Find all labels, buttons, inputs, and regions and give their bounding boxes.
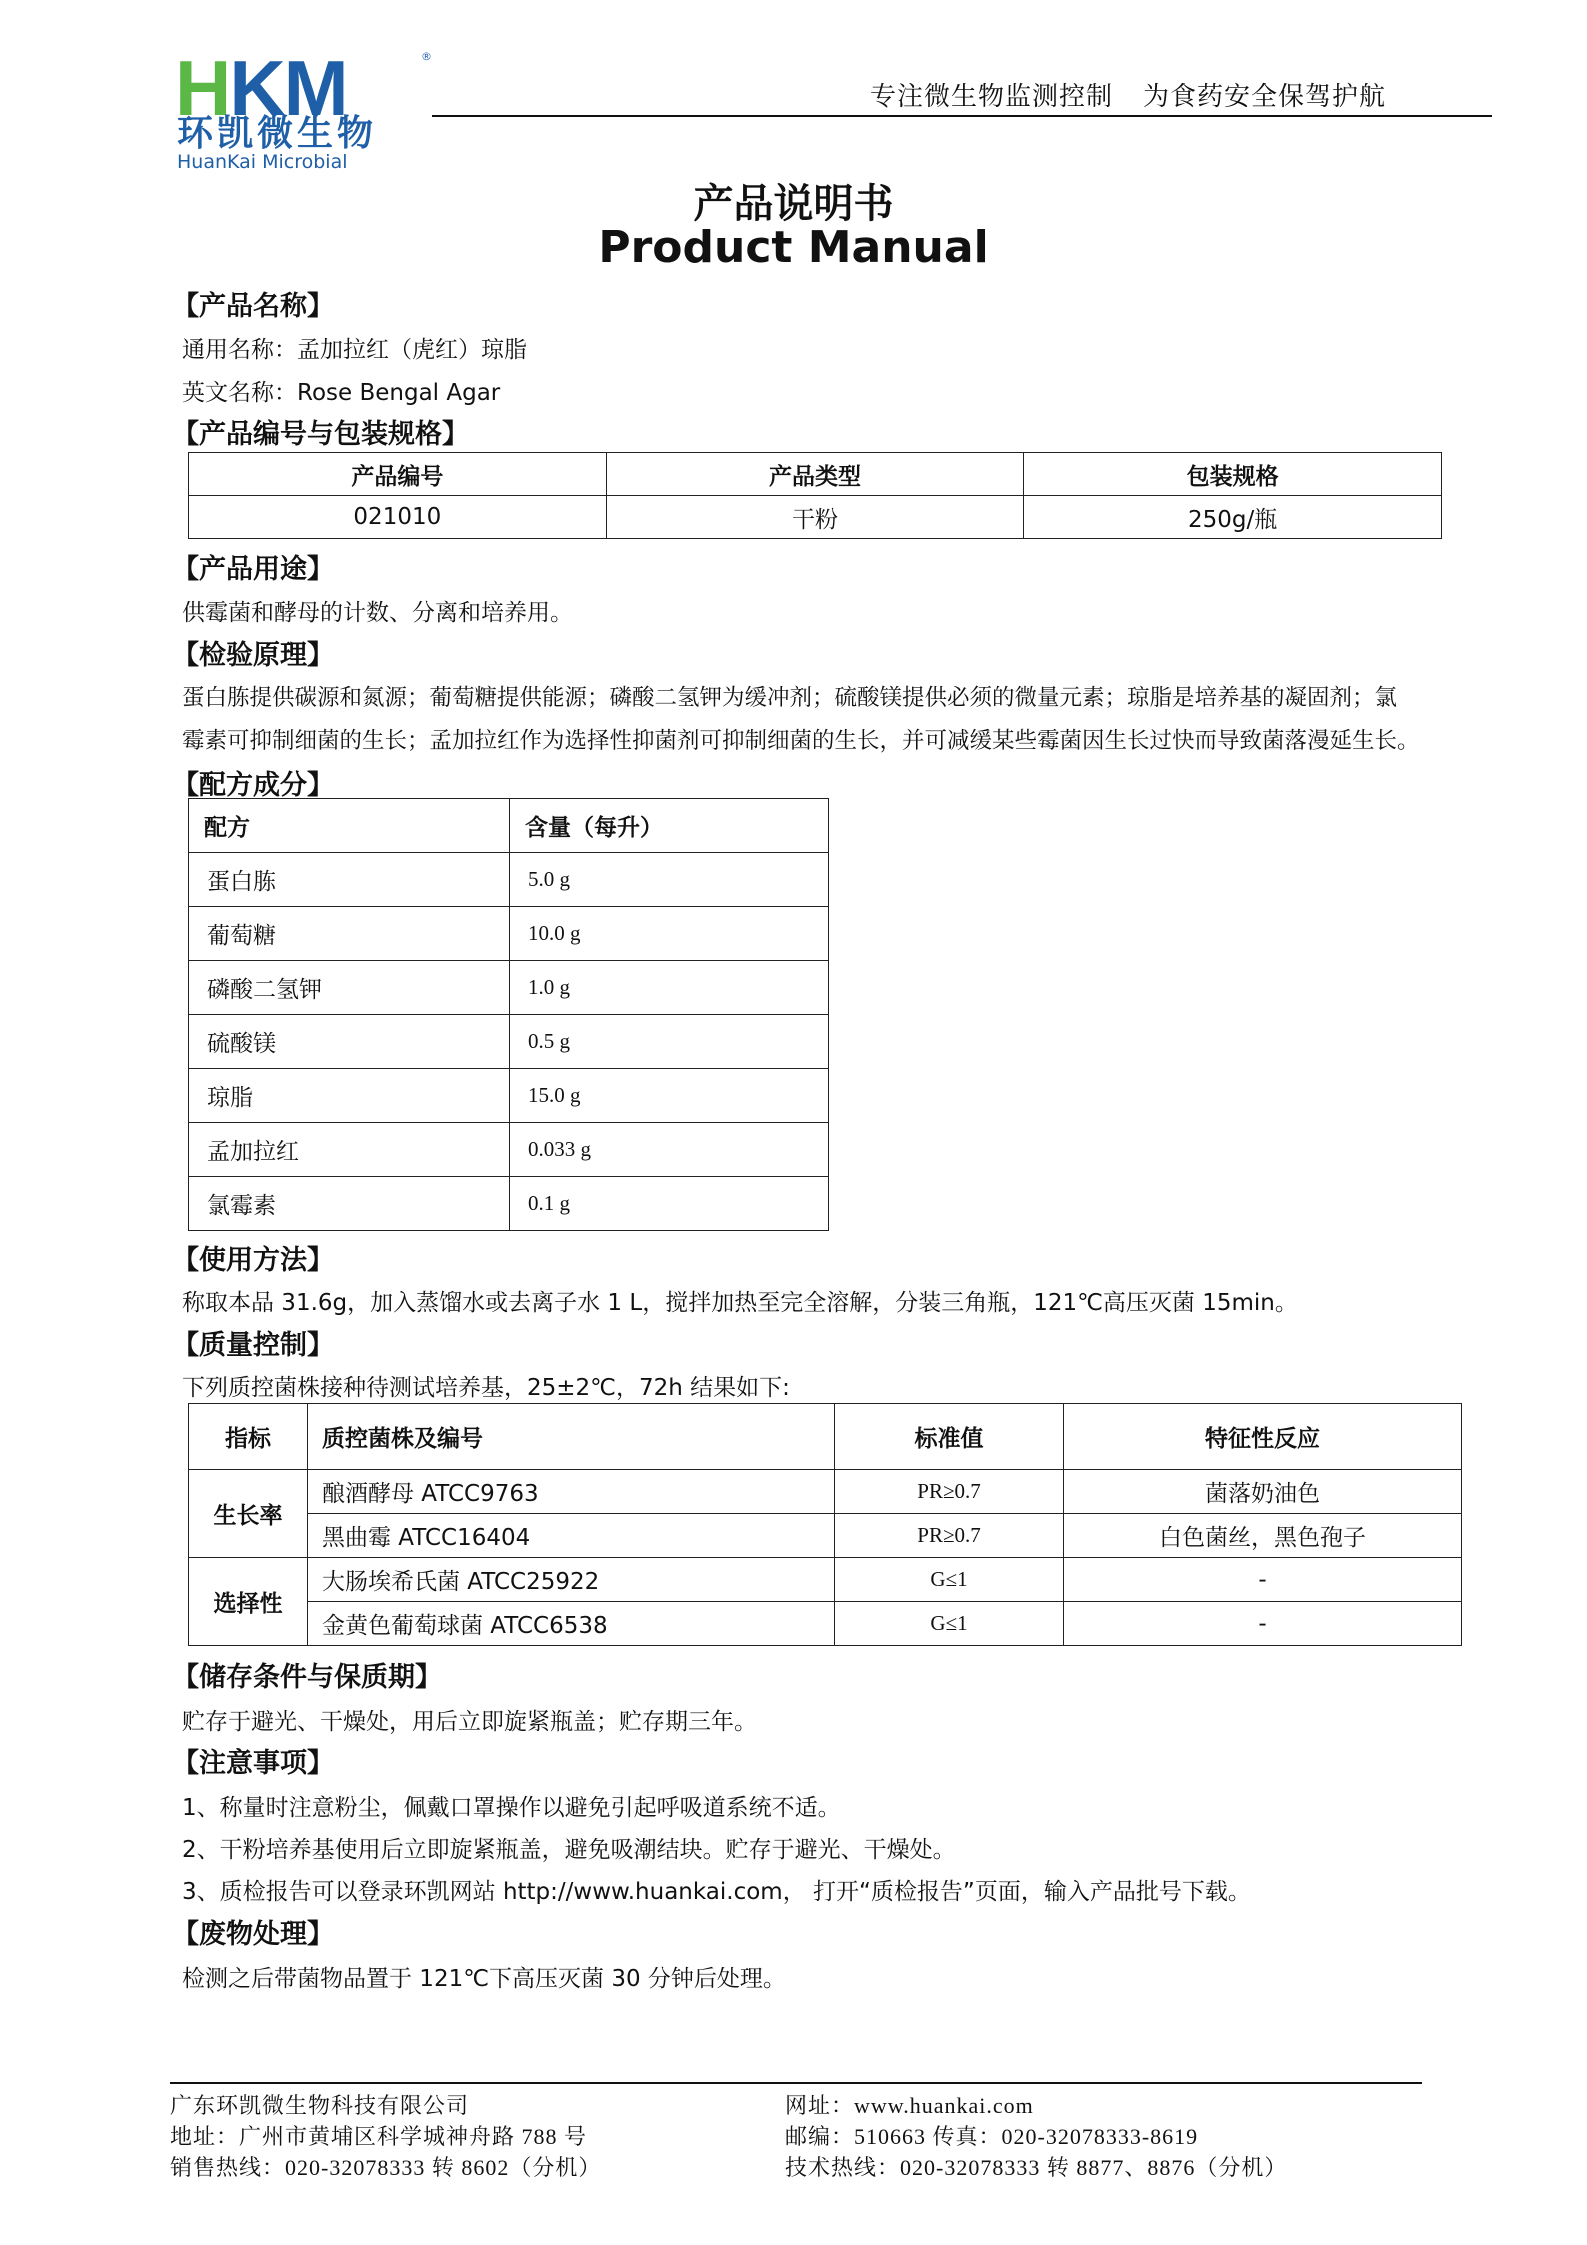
section-heading-packaging: 【产品编号与包装规格】 bbox=[172, 419, 469, 450]
table-row bbox=[189, 1177, 829, 1231]
table-row bbox=[189, 853, 829, 907]
strain-cell: 大肠埃希氏菌 ATCC25922 bbox=[308, 1558, 835, 1602]
column-header: 质控菌株及编号 bbox=[308, 1404, 835, 1470]
product-type-cell: 干粉 bbox=[606, 496, 1024, 539]
footer-sales-hotline: 销售热线：020-32078333 转 8602（分机） bbox=[170, 2155, 602, 2180]
amount-cell: 1.0 g bbox=[510, 961, 829, 1015]
indicator-group-cell: 生长率 bbox=[189, 1470, 308, 1558]
footer-zip-fax: 邮编：510663 传真：020-32078333-8619 bbox=[785, 2124, 1199, 2149]
logo-mark-rest: KM bbox=[229, 44, 347, 132]
ingredient-cell: 氯霉素 bbox=[189, 1177, 510, 1231]
method-text: 称取本品 31.6g，加入蒸馏水或去离子水 1 L，搅拌加热至完全溶解，分装三角瓶，121℃高压灭菌 15min。 bbox=[182, 1290, 1298, 1316]
table-row bbox=[189, 1015, 829, 1069]
amount-cell: 0.1 g bbox=[510, 1177, 829, 1231]
english-name-line bbox=[182, 374, 500, 407]
company-logo bbox=[175, 44, 435, 173]
ingredient-cell: 硫酸镁 bbox=[189, 1015, 510, 1069]
ingredient-cell: 蛋白胨 bbox=[189, 853, 510, 907]
standard-cell: PR≥0.7 bbox=[835, 1514, 1064, 1558]
formula-table bbox=[188, 798, 829, 1231]
reaction-cell: - bbox=[1064, 1602, 1462, 1646]
english-name-value: Rose Bengal Agar bbox=[297, 380, 501, 406]
waste-text: 检测之后带菌物品置于 121℃下高压灭菌 30 分钟后处理。 bbox=[182, 1966, 786, 1992]
table-row bbox=[189, 1514, 1462, 1558]
ingredient-cell: 琼脂 bbox=[189, 1069, 510, 1123]
reaction-cell: 菌落奶油色 bbox=[1064, 1470, 1462, 1514]
standard-cell: PR≥0.7 bbox=[835, 1470, 1064, 1514]
column-header: 特征性反应 bbox=[1064, 1404, 1462, 1470]
amount-cell: 10.0 g bbox=[510, 907, 829, 961]
section-heading-formula: 【配方成分】 bbox=[172, 770, 334, 801]
footer-address: 地址：广州市黄埔区科学城神舟路 788 号 bbox=[170, 2124, 588, 2149]
common-name-line bbox=[182, 331, 527, 364]
note-item: 3、质检报告可以登录环凯网站 http://www.huankai.com， 打开“质检报告”页面，输入产品批号下载。 bbox=[182, 1879, 1251, 1905]
section-heading-waste: 【废物处理】 bbox=[172, 1919, 334, 1950]
section-heading-name: 【产品名称】 bbox=[172, 291, 334, 322]
product-code-cell: 021010 bbox=[189, 496, 607, 539]
footer-rule bbox=[170, 2082, 1422, 2084]
qc-intro: 下列质控菌株接种待测试培养基，25±2℃，72h 结果如下: bbox=[182, 1375, 790, 1401]
table-row bbox=[189, 1123, 829, 1177]
note-item: 2、干粉培养基使用后立即旋紧瓶盖，避免吸潮结块。贮存于避光、干燥处。 bbox=[182, 1837, 956, 1863]
english-name-label: 英文名称： bbox=[182, 380, 297, 406]
packaging-table bbox=[188, 452, 1442, 539]
logo-mark-text: H bbox=[175, 44, 230, 132]
slogan-part-2: 为食药安全保驾护航 bbox=[1143, 82, 1387, 112]
table-row bbox=[189, 1558, 1462, 1602]
section-heading-qc: 【质量控制】 bbox=[172, 1330, 334, 1361]
column-header: 产品类型 bbox=[606, 453, 1024, 496]
ingredient-cell: 葡萄糖 bbox=[189, 907, 510, 961]
table-row bbox=[189, 961, 829, 1015]
amount-cell: 0.033 g bbox=[510, 1123, 829, 1177]
table-row bbox=[189, 907, 829, 961]
standard-cell: G≤1 bbox=[835, 1602, 1064, 1646]
usage-text: 供霉菌和酵母的计数、分离和培养用。 bbox=[182, 600, 573, 626]
strain-cell: 金黄色葡萄球菌 ATCC6538 bbox=[308, 1602, 835, 1646]
ingredient-cell: 孟加拉红 bbox=[189, 1123, 510, 1177]
table-row bbox=[189, 1470, 1462, 1514]
reaction-cell: 白色菌丝，黑色孢子 bbox=[1064, 1514, 1462, 1558]
document-title-en: Product Manual bbox=[598, 222, 989, 273]
column-header: 含量（每升） bbox=[510, 799, 829, 853]
table-row bbox=[189, 1069, 829, 1123]
table-header-row bbox=[189, 453, 1442, 496]
strain-cell: 黑曲霉 ATCC16404 bbox=[308, 1514, 835, 1558]
principle-text-line-2: 霉素可抑制细菌的生长；孟加拉红作为选择性抑菌剂可抑制细菌的生长，并可减缓某些霉菌因生长过快而导致菌落漫延生长。 bbox=[182, 728, 1420, 754]
header-rule bbox=[432, 115, 1492, 117]
common-name-label: 通用名称： bbox=[182, 337, 297, 363]
amount-cell: 5.0 g bbox=[510, 853, 829, 907]
logo-english-name: HuanKai Microbial bbox=[177, 151, 348, 173]
section-heading-storage: 【储存条件与保质期】 bbox=[172, 1662, 442, 1693]
column-header: 配方 bbox=[189, 799, 510, 853]
principle-text-line-1: 蛋白胨提供碳源和氮源；葡萄糖提供能源；磷酸二氢钾为缓冲剂；硫酸镁提供必须的微量元素；琼脂是培养基的凝固剂；氯 bbox=[182, 685, 1398, 711]
indicator-group-cell: 选择性 bbox=[189, 1558, 308, 1646]
column-header: 标准值 bbox=[835, 1404, 1064, 1470]
section-heading-method: 【使用方法】 bbox=[172, 1245, 334, 1276]
section-heading-principle: 【检验原理】 bbox=[172, 640, 334, 671]
package-spec-cell: 250g/瓶 bbox=[1024, 496, 1442, 539]
table-row bbox=[189, 1602, 1462, 1646]
strain-cell: 酿酒酵母 ATCC9763 bbox=[308, 1470, 835, 1514]
footer-tech-hotline: 技术热线：020-32078333 转 8877、8876（分机） bbox=[785, 2155, 1288, 2180]
reaction-cell: - bbox=[1064, 1558, 1462, 1602]
ingredient-cell: 磷酸二氢钾 bbox=[189, 961, 510, 1015]
amount-cell: 0.5 g bbox=[510, 1015, 829, 1069]
registered-mark: ® bbox=[421, 50, 432, 63]
column-header: 产品编号 bbox=[189, 453, 607, 496]
storage-text: 贮存于避光、干燥处，用后立即旋紧瓶盖；贮存期三年。 bbox=[182, 1709, 757, 1735]
common-name-value: 孟加拉红（虎红）琼脂 bbox=[297, 337, 527, 363]
column-header: 指标 bbox=[189, 1404, 308, 1470]
table-header-row bbox=[189, 799, 829, 853]
document-title-cn: 产品说明书 bbox=[693, 181, 894, 227]
slogan-part-1: 专注微生物监测控制 bbox=[870, 82, 1114, 112]
section-heading-notes: 【注意事项】 bbox=[172, 1748, 334, 1779]
table-row bbox=[189, 496, 1442, 539]
column-header: 包装规格 bbox=[1024, 453, 1442, 496]
quality-control-table bbox=[188, 1403, 1462, 1646]
amount-cell: 15.0 g bbox=[510, 1069, 829, 1123]
logo-chinese-name: 环凯微生物 bbox=[177, 113, 378, 154]
section-heading-usage: 【产品用途】 bbox=[172, 554, 334, 585]
standard-cell: G≤1 bbox=[835, 1558, 1064, 1602]
footer-website: 网址：www.huankai.com bbox=[785, 2093, 1034, 2118]
footer-company: 广东环凯微生物科技有限公司 bbox=[170, 2093, 470, 2118]
table-header-row bbox=[189, 1404, 1462, 1470]
note-item: 1、称量时注意粉尘，佩戴口罩操作以避免引起呼吸道系统不适。 bbox=[182, 1795, 841, 1821]
header-slogan bbox=[870, 76, 1386, 113]
